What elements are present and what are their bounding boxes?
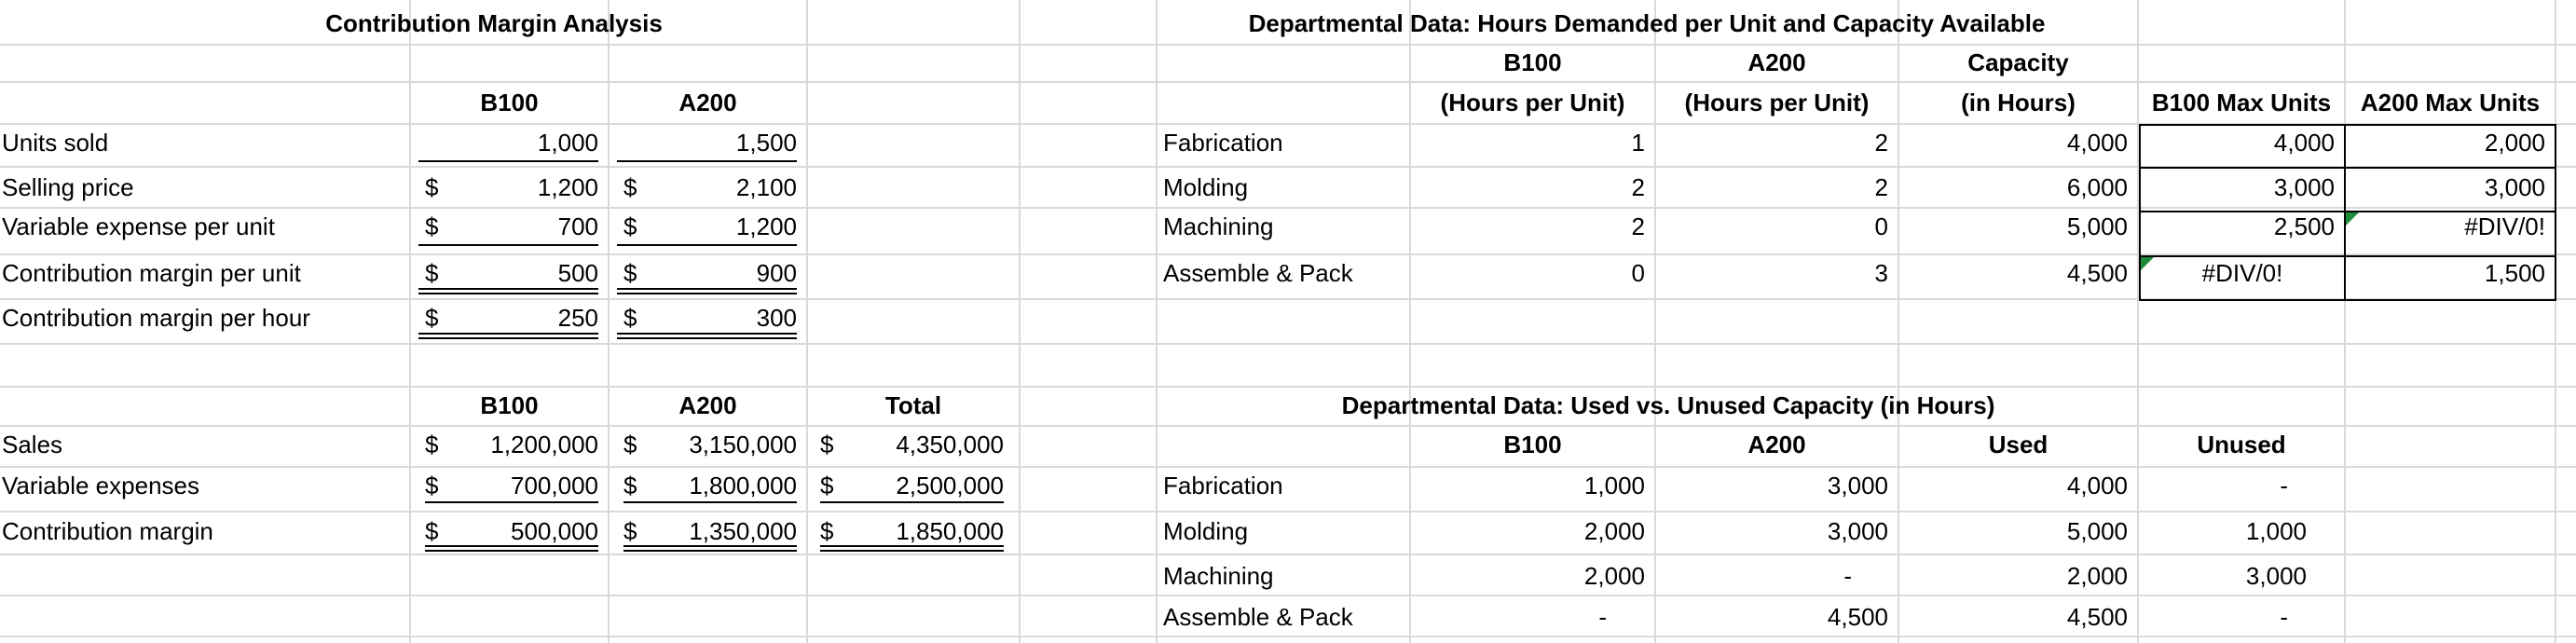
cell-value[interactable]: 5,000: [2066, 517, 2128, 545]
gridline: [0, 425, 2576, 427]
dept-row-assemble-pack[interactable]: Assemble & Pack: [1163, 259, 1353, 287]
cell-value[interactable]: 1,350,000: [689, 517, 797, 545]
usage-header-b100: B100: [1503, 431, 1562, 458]
cm-header-b100: B100: [480, 89, 539, 116]
gridline: [0, 595, 2576, 596]
row-label-cm-per-hour[interactable]: Contribution margin per hour: [2, 304, 310, 332]
currency-symbol: $: [425, 517, 439, 545]
dept-usage-title: Departmental Data: Used vs. Unused Capacity (in Hours): [1341, 391, 1995, 419]
usage-row-machining[interactable]: Machining: [1163, 562, 1274, 590]
cell-value[interactable]: 4,000: [2066, 472, 2128, 499]
cell-value[interactable]: 1,000: [537, 129, 598, 157]
cell-value[interactable]: 1: [1631, 129, 1645, 157]
cell-value[interactable]: 0: [1874, 212, 1888, 240]
gridline: [1156, 0, 1158, 643]
double-underline: [820, 545, 1004, 552]
currency-symbol: $: [425, 472, 439, 499]
cell-value[interactable]: 2: [1874, 173, 1888, 201]
cell-value[interactable]: 2,500: [2273, 212, 2335, 240]
cell-error[interactable]: #DIV/0!: [2201, 259, 2283, 287]
cell-value[interactable]: 0: [1631, 259, 1645, 287]
dept-header-capacity: Capacity: [1967, 48, 2069, 76]
cell-value[interactable]: 250: [557, 304, 598, 332]
double-underline: [418, 288, 598, 294]
double-underline: [418, 333, 598, 339]
usage-header-unused: Unused: [2197, 431, 2286, 458]
cell-value[interactable]: -: [1843, 562, 1852, 590]
cell-value[interactable]: 1,200: [537, 173, 598, 201]
currency-symbol: $: [820, 517, 834, 545]
row-label-selling-price[interactable]: Selling price: [2, 173, 134, 201]
dept-row-molding[interactable]: Molding: [1163, 173, 1249, 201]
underline: [418, 160, 598, 162]
dept-header-b100-max: B100 Max Units: [2151, 89, 2332, 116]
row-label-units-sold[interactable]: Units sold: [2, 129, 109, 157]
double-underline: [425, 545, 598, 552]
dept-row-machining[interactable]: Machining: [1163, 212, 1274, 240]
cell-value[interactable]: 1,000: [1583, 472, 1645, 499]
cell-value[interactable]: -: [2280, 603, 2288, 631]
gridline: [2555, 0, 2556, 643]
usage-row-molding[interactable]: Molding: [1163, 517, 1249, 545]
currency-symbol: $: [425, 212, 439, 240]
currency-symbol: $: [820, 431, 834, 458]
currency-symbol: $: [623, 472, 637, 499]
cell-value[interactable]: 6,000: [2066, 173, 2128, 201]
box-divider: [2139, 167, 2556, 169]
cell-value[interactable]: 500: [557, 259, 598, 287]
cell-value[interactable]: 4,500: [2066, 603, 2128, 631]
summary-header-b100: B100: [480, 391, 539, 419]
row-label-variable-expense[interactable]: Variable expense per unit: [2, 212, 275, 240]
dept-hours-title: Departmental Data: Hours Demanded per Unit and Capacity Available: [1248, 9, 2046, 37]
gridline: [1019, 0, 1021, 643]
cell-value[interactable]: 5,000: [2066, 212, 2128, 240]
dept-header-a200-max: A200 Max Units: [2360, 89, 2541, 116]
usage-row-fabrication[interactable]: Fabrication: [1163, 472, 1283, 499]
currency-symbol: $: [623, 304, 637, 332]
currency-symbol: $: [623, 173, 637, 201]
usage-header-used: Used: [1988, 431, 2048, 458]
double-underline: [617, 288, 797, 294]
gridline: [0, 554, 2576, 555]
currency-symbol: $: [425, 304, 439, 332]
dept-subheader-b100: (Hours per Unit): [1440, 89, 1625, 116]
cell-value[interactable]: 1,000: [2245, 517, 2307, 545]
currency-symbol: $: [425, 259, 439, 287]
gridline: [0, 636, 2576, 637]
cell-value[interactable]: 1,500: [2484, 259, 2545, 287]
usage-header-a200: A200: [1747, 431, 1806, 458]
usage-row-assemble-pack[interactable]: Assemble & Pack: [1163, 603, 1353, 631]
cell-value[interactable]: 900: [756, 259, 797, 287]
cell-value[interactable]: 4,500: [2066, 259, 2128, 287]
cell-value[interactable]: -: [2280, 472, 2288, 499]
cell-value[interactable]: 500,000: [511, 517, 598, 545]
row-label-variable-expenses[interactable]: Variable expenses: [2, 472, 199, 499]
cell-value[interactable]: 3,000: [2484, 173, 2545, 201]
cm-header-a200: A200: [678, 89, 737, 116]
cell-value[interactable]: 4,000: [2066, 129, 2128, 157]
dept-subheader-a200: (Hours per Unit): [1684, 89, 1870, 116]
dept-subheader-capacity: (in Hours): [1961, 89, 2076, 116]
cell-value[interactable]: 2,000: [1583, 562, 1645, 590]
dept-header-b100: B100: [1503, 48, 1562, 76]
cell-value[interactable]: 700,000: [511, 472, 598, 499]
underline: [425, 501, 598, 503]
cell-value[interactable]: 2: [1631, 212, 1645, 240]
underline: [820, 501, 1004, 503]
currency-symbol: $: [623, 431, 637, 458]
double-underline: [623, 545, 797, 552]
currency-symbol: $: [425, 173, 439, 201]
currency-symbol: $: [820, 472, 834, 499]
cell-value[interactable]: 3,000: [1827, 517, 1888, 545]
cell-value[interactable]: 1,200,000: [490, 431, 598, 458]
cell-value[interactable]: 1,200: [735, 212, 797, 240]
double-underline: [617, 333, 797, 339]
cell-value[interactable]: -: [1598, 603, 1607, 631]
cell-value[interactable]: 3,000: [2245, 562, 2307, 590]
row-label-contribution-margin[interactable]: Contribution margin: [2, 517, 213, 545]
underline: [418, 244, 598, 246]
cell-value[interactable]: 4,350,000: [896, 431, 1004, 458]
cell-value[interactable]: 2,100: [735, 173, 797, 201]
row-label-sales[interactable]: Sales: [2, 431, 63, 458]
cell-value[interactable]: 2: [1874, 129, 1888, 157]
summary-header-total: Total: [884, 391, 942, 419]
gridline: [0, 466, 2576, 468]
cell-value[interactable]: 700: [557, 212, 598, 240]
cell-value[interactable]: 3,000: [1827, 472, 1888, 499]
gridline: [0, 44, 2576, 46]
cell-value[interactable]: 1,850,000: [896, 517, 1004, 545]
gridline: [0, 343, 2576, 345]
gridline: [0, 386, 2576, 388]
cell-value[interactable]: 2,000: [1583, 517, 1645, 545]
gridline: [0, 511, 2576, 513]
underline: [623, 501, 797, 503]
currency-symbol: $: [623, 259, 637, 287]
underline: [617, 160, 797, 162]
dept-row-fabrication[interactable]: Fabrication: [1163, 129, 1283, 157]
gridline: [0, 81, 2576, 83]
cell-value[interactable]: 2: [1631, 173, 1645, 201]
cm-analysis-title: Contribution Margin Analysis: [325, 9, 663, 37]
cell-value[interactable]: 300: [756, 304, 797, 332]
currency-symbol: $: [623, 517, 637, 545]
cell-value[interactable]: 1,800,000: [689, 472, 797, 499]
currency-symbol: $: [425, 431, 439, 458]
summary-header-a200: A200: [678, 391, 737, 419]
cell-value[interactable]: 2,000: [2484, 129, 2545, 157]
cell-value[interactable]: 2,000: [2066, 562, 2128, 590]
cell-value[interactable]: 1,500: [735, 129, 797, 157]
underline: [617, 244, 797, 246]
cell-value[interactable]: 3,000: [2273, 173, 2335, 201]
dept-header-a200: A200: [1747, 48, 1806, 76]
cell-value[interactable]: 4,500: [1827, 603, 1888, 631]
cell-value[interactable]: 3,150,000: [689, 431, 797, 458]
row-label-cm-per-unit[interactable]: Contribution margin per unit: [2, 259, 301, 287]
cell-value[interactable]: 4,000: [2273, 129, 2335, 157]
gridline: [806, 0, 808, 643]
cell-value[interactable]: 3: [1874, 259, 1888, 287]
box-divider: [2139, 255, 2556, 257]
cell-value[interactable]: 2,500,000: [896, 472, 1004, 499]
currency-symbol: $: [623, 212, 637, 240]
cell-error[interactable]: #DIV/0!: [2464, 212, 2545, 240]
